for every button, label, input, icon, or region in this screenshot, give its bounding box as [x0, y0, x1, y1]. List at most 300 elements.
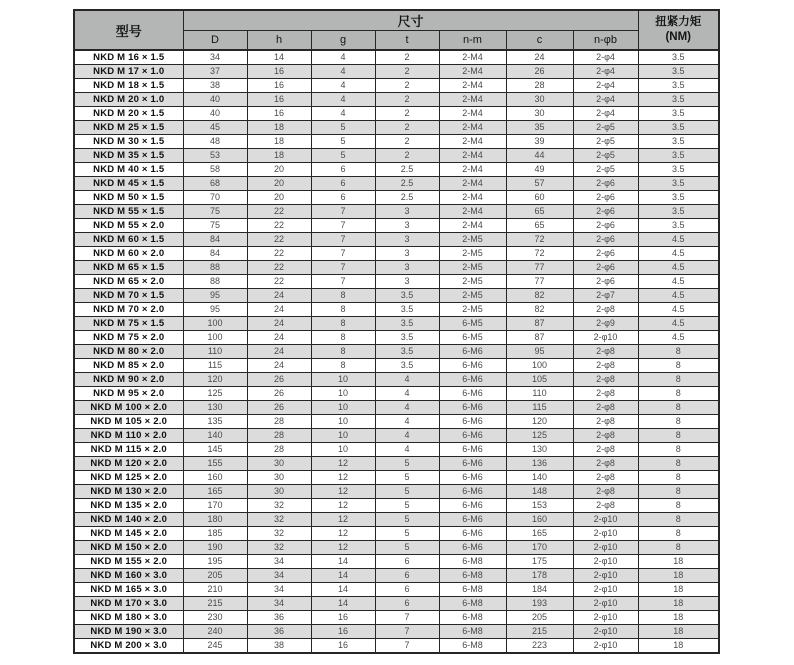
value-cell: 230 [183, 611, 247, 625]
value-cell: 14 [311, 569, 375, 583]
value-cell: 2 [375, 149, 439, 163]
value-cell: 184 [506, 583, 573, 597]
table-row [74, 289, 719, 303]
value-cell: 18 [638, 597, 719, 611]
model-cell: NKD M 85 × 2.0 [74, 359, 183, 373]
value-cell: 44 [506, 149, 573, 163]
value-cell: 14 [311, 597, 375, 611]
value-cell: 45 [183, 121, 247, 135]
model-cell: NKD M 65 × 2.0 [74, 275, 183, 289]
value-cell: 26 [247, 387, 311, 401]
value-cell: 2-φ6 [573, 191, 638, 205]
value-cell: 32 [247, 499, 311, 513]
value-cell: 140 [183, 429, 247, 443]
value-cell: 75 [183, 205, 247, 219]
value-cell: 7 [311, 275, 375, 289]
col-header-c: c [506, 31, 573, 51]
value-cell: 16 [311, 611, 375, 625]
value-cell: 205 [506, 611, 573, 625]
value-cell: 2-φ10 [573, 541, 638, 555]
table-row [74, 65, 719, 79]
value-cell: 2-φ4 [573, 107, 638, 121]
value-cell: 120 [183, 373, 247, 387]
table-row [74, 275, 719, 289]
value-cell: 7 [375, 625, 439, 639]
value-cell: 5 [375, 527, 439, 541]
value-cell: 34 [183, 50, 247, 65]
value-cell: 6-M6 [439, 541, 506, 555]
value-cell: 70 [183, 191, 247, 205]
value-cell: 215 [506, 625, 573, 639]
value-cell: 3.5 [638, 191, 719, 205]
value-cell: 8 [638, 499, 719, 513]
value-cell: 2-M4 [439, 107, 506, 121]
value-cell: 6-M8 [439, 639, 506, 654]
model-cell: NKD M 70 × 2.0 [74, 303, 183, 317]
value-cell: 2-φ5 [573, 149, 638, 163]
value-cell: 24 [506, 50, 573, 65]
value-cell: 36 [247, 625, 311, 639]
value-cell: 24 [247, 331, 311, 345]
value-cell: 4 [375, 373, 439, 387]
value-cell: 4.5 [638, 247, 719, 261]
header-row-main [74, 10, 719, 31]
table-row [74, 191, 719, 205]
table-row [74, 107, 719, 121]
value-cell: 12 [311, 527, 375, 541]
value-cell: 5 [311, 149, 375, 163]
value-cell: 4 [375, 429, 439, 443]
table-row [74, 233, 719, 247]
table-body [74, 50, 719, 653]
value-cell: 18 [638, 569, 719, 583]
value-cell: 6-M8 [439, 583, 506, 597]
value-cell: 2-M4 [439, 219, 506, 233]
value-cell: 32 [247, 541, 311, 555]
table-row [74, 429, 719, 443]
value-cell: 32 [247, 527, 311, 541]
value-cell: 2-φ4 [573, 65, 638, 79]
table-row [74, 149, 719, 163]
value-cell: 88 [183, 261, 247, 275]
value-cell: 3.5 [638, 163, 719, 177]
value-cell: 26 [506, 65, 573, 79]
value-cell: 125 [183, 387, 247, 401]
value-cell: 4.5 [638, 303, 719, 317]
value-cell: 215 [183, 597, 247, 611]
value-cell: 6-M8 [439, 555, 506, 569]
value-cell: 2-φ10 [573, 597, 638, 611]
value-cell: 4.5 [638, 331, 719, 345]
value-cell: 2-φ5 [573, 135, 638, 149]
value-cell: 195 [183, 555, 247, 569]
value-cell: 2-M4 [439, 177, 506, 191]
value-cell: 4 [311, 93, 375, 107]
value-cell: 178 [506, 569, 573, 583]
value-cell: 2 [375, 65, 439, 79]
value-cell: 205 [183, 569, 247, 583]
value-cell: 2 [375, 135, 439, 149]
value-cell: 14 [311, 555, 375, 569]
value-cell: 12 [311, 485, 375, 499]
model-cell: NKD M 40 × 1.5 [74, 163, 183, 177]
value-cell: 5 [311, 121, 375, 135]
model-cell: NKD M 50 × 1.5 [74, 191, 183, 205]
model-cell: NKD M 140 × 2.0 [74, 513, 183, 527]
value-cell: 6 [375, 555, 439, 569]
value-cell: 8 [311, 359, 375, 373]
model-cell: NKD M 105 × 2.0 [74, 415, 183, 429]
value-cell: 8 [311, 317, 375, 331]
model-cell: NKD M 190 × 3.0 [74, 625, 183, 639]
value-cell: 72 [506, 233, 573, 247]
value-cell: 7 [311, 247, 375, 261]
value-cell: 24 [247, 289, 311, 303]
value-cell: 115 [506, 401, 573, 415]
value-cell: 3.5 [638, 149, 719, 163]
value-cell: 77 [506, 261, 573, 275]
value-cell: 72 [506, 247, 573, 261]
value-cell: 6-M6 [439, 373, 506, 387]
torque-label: 扭紧力矩 [655, 16, 702, 29]
model-cell: NKD M 70 × 1.5 [74, 289, 183, 303]
table-row [74, 317, 719, 331]
model-cell: NKD M 75 × 2.0 [74, 331, 183, 345]
value-cell: 8 [638, 541, 719, 555]
value-cell: 2-φ7 [573, 289, 638, 303]
value-cell: 16 [247, 107, 311, 121]
value-cell: 26 [247, 373, 311, 387]
value-cell: 8 [638, 373, 719, 387]
value-cell: 115 [183, 359, 247, 373]
value-cell: 2-φ8 [573, 303, 638, 317]
value-cell: 8 [638, 401, 719, 415]
value-cell: 12 [311, 541, 375, 555]
value-cell: 57 [506, 177, 573, 191]
value-cell: 2.5 [375, 177, 439, 191]
value-cell: 20 [247, 191, 311, 205]
value-cell: 16 [247, 79, 311, 93]
value-cell: 8 [638, 457, 719, 471]
model-cell: NKD M 16 × 1.5 [74, 50, 183, 65]
value-cell: 245 [183, 639, 247, 654]
value-cell: 34 [247, 597, 311, 611]
value-cell: 40 [183, 107, 247, 121]
value-cell: 100 [183, 317, 247, 331]
model-cell: NKD M 55 × 1.5 [74, 205, 183, 219]
value-cell: 185 [183, 527, 247, 541]
value-cell: 4 [375, 401, 439, 415]
value-cell: 28 [247, 415, 311, 429]
value-cell: 5 [375, 499, 439, 513]
value-cell: 3.5 [638, 205, 719, 219]
value-cell: 148 [506, 485, 573, 499]
value-cell: 34 [247, 569, 311, 583]
model-cell: NKD M 110 × 2.0 [74, 429, 183, 443]
value-cell: 6-M8 [439, 569, 506, 583]
value-cell: 4 [375, 415, 439, 429]
value-cell: 30 [247, 485, 311, 499]
value-cell: 2-φ10 [573, 331, 638, 345]
value-cell: 2-φ10 [573, 527, 638, 541]
value-cell: 18 [247, 135, 311, 149]
value-cell: 6-M5 [439, 331, 506, 345]
value-cell: 3.5 [375, 331, 439, 345]
value-cell: 6-M6 [439, 401, 506, 415]
value-cell: 7 [311, 205, 375, 219]
value-cell: 2-φ10 [573, 611, 638, 625]
value-cell: 26 [247, 401, 311, 415]
value-cell: 22 [247, 219, 311, 233]
col-header-n-phi-b: n-φb [573, 31, 638, 51]
value-cell: 4.5 [638, 289, 719, 303]
value-cell: 4.5 [638, 317, 719, 331]
value-cell: 180 [183, 513, 247, 527]
value-cell: 136 [506, 457, 573, 471]
value-cell: 3.5 [638, 107, 719, 121]
value-cell: 3 [375, 261, 439, 275]
model-cell: NKD M 145 × 2.0 [74, 527, 183, 541]
value-cell: 75 [183, 219, 247, 233]
table-row [74, 443, 719, 457]
value-cell: 14 [247, 50, 311, 65]
value-cell: 4 [311, 107, 375, 121]
value-cell: 3.5 [638, 121, 719, 135]
table-row [74, 485, 719, 499]
table-row [74, 177, 719, 191]
value-cell: 95 [506, 345, 573, 359]
value-cell: 4.5 [638, 275, 719, 289]
value-cell: 6-M6 [439, 499, 506, 513]
value-cell: 22 [247, 261, 311, 275]
value-cell: 14 [311, 583, 375, 597]
model-cell: NKD M 165 × 3.0 [74, 583, 183, 597]
value-cell: 8 [638, 359, 719, 373]
value-cell: 12 [311, 499, 375, 513]
value-cell: 40 [183, 93, 247, 107]
value-cell: 84 [183, 247, 247, 261]
value-cell: 5 [375, 513, 439, 527]
value-cell: 10 [311, 415, 375, 429]
value-cell: 2-M5 [439, 261, 506, 275]
value-cell: 82 [506, 303, 573, 317]
value-cell: 2-M4 [439, 191, 506, 205]
value-cell: 30 [247, 471, 311, 485]
model-cell: NKD M 120 × 2.0 [74, 457, 183, 471]
value-cell: 22 [247, 275, 311, 289]
value-cell: 3.5 [638, 93, 719, 107]
value-cell: 16 [311, 639, 375, 654]
value-cell: 6-M6 [439, 513, 506, 527]
value-cell: 130 [183, 401, 247, 415]
value-cell: 193 [506, 597, 573, 611]
value-cell: 32 [247, 513, 311, 527]
table-row [74, 555, 719, 569]
value-cell: 30 [506, 93, 573, 107]
value-cell: 3.5 [375, 317, 439, 331]
value-cell: 120 [506, 415, 573, 429]
value-cell: 2 [375, 107, 439, 121]
value-cell: 175 [506, 555, 573, 569]
value-cell: 170 [183, 499, 247, 513]
table-row [74, 219, 719, 233]
value-cell: 24 [247, 345, 311, 359]
value-cell: 170 [506, 541, 573, 555]
value-cell: 2-φ10 [573, 513, 638, 527]
model-cell: NKD M 180 × 3.0 [74, 611, 183, 625]
value-cell: 210 [183, 583, 247, 597]
value-cell: 2-φ8 [573, 443, 638, 457]
value-cell: 12 [311, 513, 375, 527]
value-cell: 6-M5 [439, 317, 506, 331]
value-cell: 5 [375, 541, 439, 555]
value-cell: 28 [506, 79, 573, 93]
value-cell: 2-φ6 [573, 275, 638, 289]
model-cell: NKD M 155 × 2.0 [74, 555, 183, 569]
value-cell: 100 [183, 331, 247, 345]
value-cell: 2-φ8 [573, 471, 638, 485]
value-cell: 8 [638, 471, 719, 485]
value-cell: 5 [375, 471, 439, 485]
value-cell: 2-M4 [439, 93, 506, 107]
value-cell: 3.5 [375, 289, 439, 303]
value-cell: 8 [311, 303, 375, 317]
value-cell: 48 [183, 135, 247, 149]
value-cell: 3.5 [638, 65, 719, 79]
value-cell: 4 [311, 79, 375, 93]
model-cell: NKD M 115 × 2.0 [74, 443, 183, 457]
value-cell: 12 [311, 457, 375, 471]
value-cell: 105 [506, 373, 573, 387]
value-cell: 18 [638, 555, 719, 569]
value-cell: 2-M5 [439, 233, 506, 247]
value-cell: 3.5 [638, 219, 719, 233]
model-cell: NKD M 100 × 2.0 [74, 401, 183, 415]
value-cell: 8 [638, 387, 719, 401]
value-cell: 2-M4 [439, 149, 506, 163]
model-cell: NKD M 170 × 3.0 [74, 597, 183, 611]
table-row [74, 93, 719, 107]
value-cell: 2-M4 [439, 135, 506, 149]
model-cell: NKD M 150 × 2.0 [74, 541, 183, 555]
value-cell: 2-φ6 [573, 247, 638, 261]
value-cell: 2-φ10 [573, 625, 638, 639]
value-cell: 6-M6 [439, 471, 506, 485]
value-cell: 10 [311, 401, 375, 415]
value-cell: 34 [247, 583, 311, 597]
model-cell: NKD M 200 × 3.0 [74, 639, 183, 654]
value-cell: 110 [183, 345, 247, 359]
value-cell: 95 [183, 303, 247, 317]
value-cell: 2-M4 [439, 79, 506, 93]
value-cell: 38 [183, 79, 247, 93]
value-cell: 2-M5 [439, 275, 506, 289]
value-cell: 4 [375, 443, 439, 457]
value-cell: 6 [311, 163, 375, 177]
value-cell: 10 [311, 373, 375, 387]
value-cell: 2-φ5 [573, 121, 638, 135]
value-cell: 3 [375, 247, 439, 261]
model-cell: NKD M 130 × 2.0 [74, 485, 183, 499]
value-cell: 6-M6 [439, 429, 506, 443]
value-cell: 8 [638, 415, 719, 429]
value-cell: 16 [247, 65, 311, 79]
value-cell: 2-M5 [439, 303, 506, 317]
spec-table [73, 9, 720, 654]
value-cell: 3.5 [375, 359, 439, 373]
table-row [74, 625, 719, 639]
value-cell: 6 [311, 191, 375, 205]
value-cell: 2-φ6 [573, 177, 638, 191]
table-row [74, 471, 719, 485]
value-cell: 3.5 [638, 50, 719, 65]
value-cell: 165 [183, 485, 247, 499]
value-cell: 6-M8 [439, 597, 506, 611]
value-cell: 10 [311, 429, 375, 443]
value-cell: 30 [506, 107, 573, 121]
table-row [74, 345, 719, 359]
col-header-n-m: n-m [439, 31, 506, 51]
value-cell: 30 [247, 457, 311, 471]
value-cell: 4.5 [638, 233, 719, 247]
value-cell: 2-φ8 [573, 499, 638, 513]
value-cell: 22 [247, 247, 311, 261]
value-cell: 8 [311, 345, 375, 359]
table-row [74, 583, 719, 597]
value-cell: 7 [311, 261, 375, 275]
value-cell: 18 [638, 583, 719, 597]
value-cell: 2-φ5 [573, 163, 638, 177]
model-cell: NKD M 45 × 1.5 [74, 177, 183, 191]
model-cell: NKD M 30 × 1.5 [74, 135, 183, 149]
value-cell: 2-φ8 [573, 415, 638, 429]
model-cell: NKD M 20 × 1.5 [74, 107, 183, 121]
value-cell: 6 [311, 177, 375, 191]
value-cell: 65 [506, 219, 573, 233]
value-cell: 58 [183, 163, 247, 177]
table-row [74, 415, 719, 429]
value-cell: 18 [638, 611, 719, 625]
value-cell: 22 [247, 205, 311, 219]
value-cell: 6 [375, 597, 439, 611]
value-cell: 18 [638, 625, 719, 639]
torque-unit-label: (NM) [665, 31, 692, 43]
value-cell: 4.5 [638, 261, 719, 275]
value-cell: 2-M4 [439, 163, 506, 177]
value-cell: 24 [247, 317, 311, 331]
value-cell: 2-φ10 [573, 583, 638, 597]
model-cell: NKD M 125 × 2.0 [74, 471, 183, 485]
value-cell: 4 [311, 50, 375, 65]
value-cell: 24 [247, 303, 311, 317]
value-cell: 95 [183, 289, 247, 303]
value-cell: 53 [183, 149, 247, 163]
table-row [74, 121, 719, 135]
table-row [74, 639, 719, 654]
table-header [74, 10, 719, 50]
value-cell: 7 [375, 611, 439, 625]
value-cell: 87 [506, 317, 573, 331]
model-cell: NKD M 160 × 3.0 [74, 569, 183, 583]
value-cell: 2-φ8 [573, 387, 638, 401]
value-cell: 6-M6 [439, 457, 506, 471]
value-cell: 6 [375, 569, 439, 583]
value-cell: 6-M6 [439, 387, 506, 401]
table-row [74, 50, 719, 65]
value-cell: 2-φ4 [573, 79, 638, 93]
value-cell: 8 [311, 331, 375, 345]
value-cell: 2-φ6 [573, 233, 638, 247]
